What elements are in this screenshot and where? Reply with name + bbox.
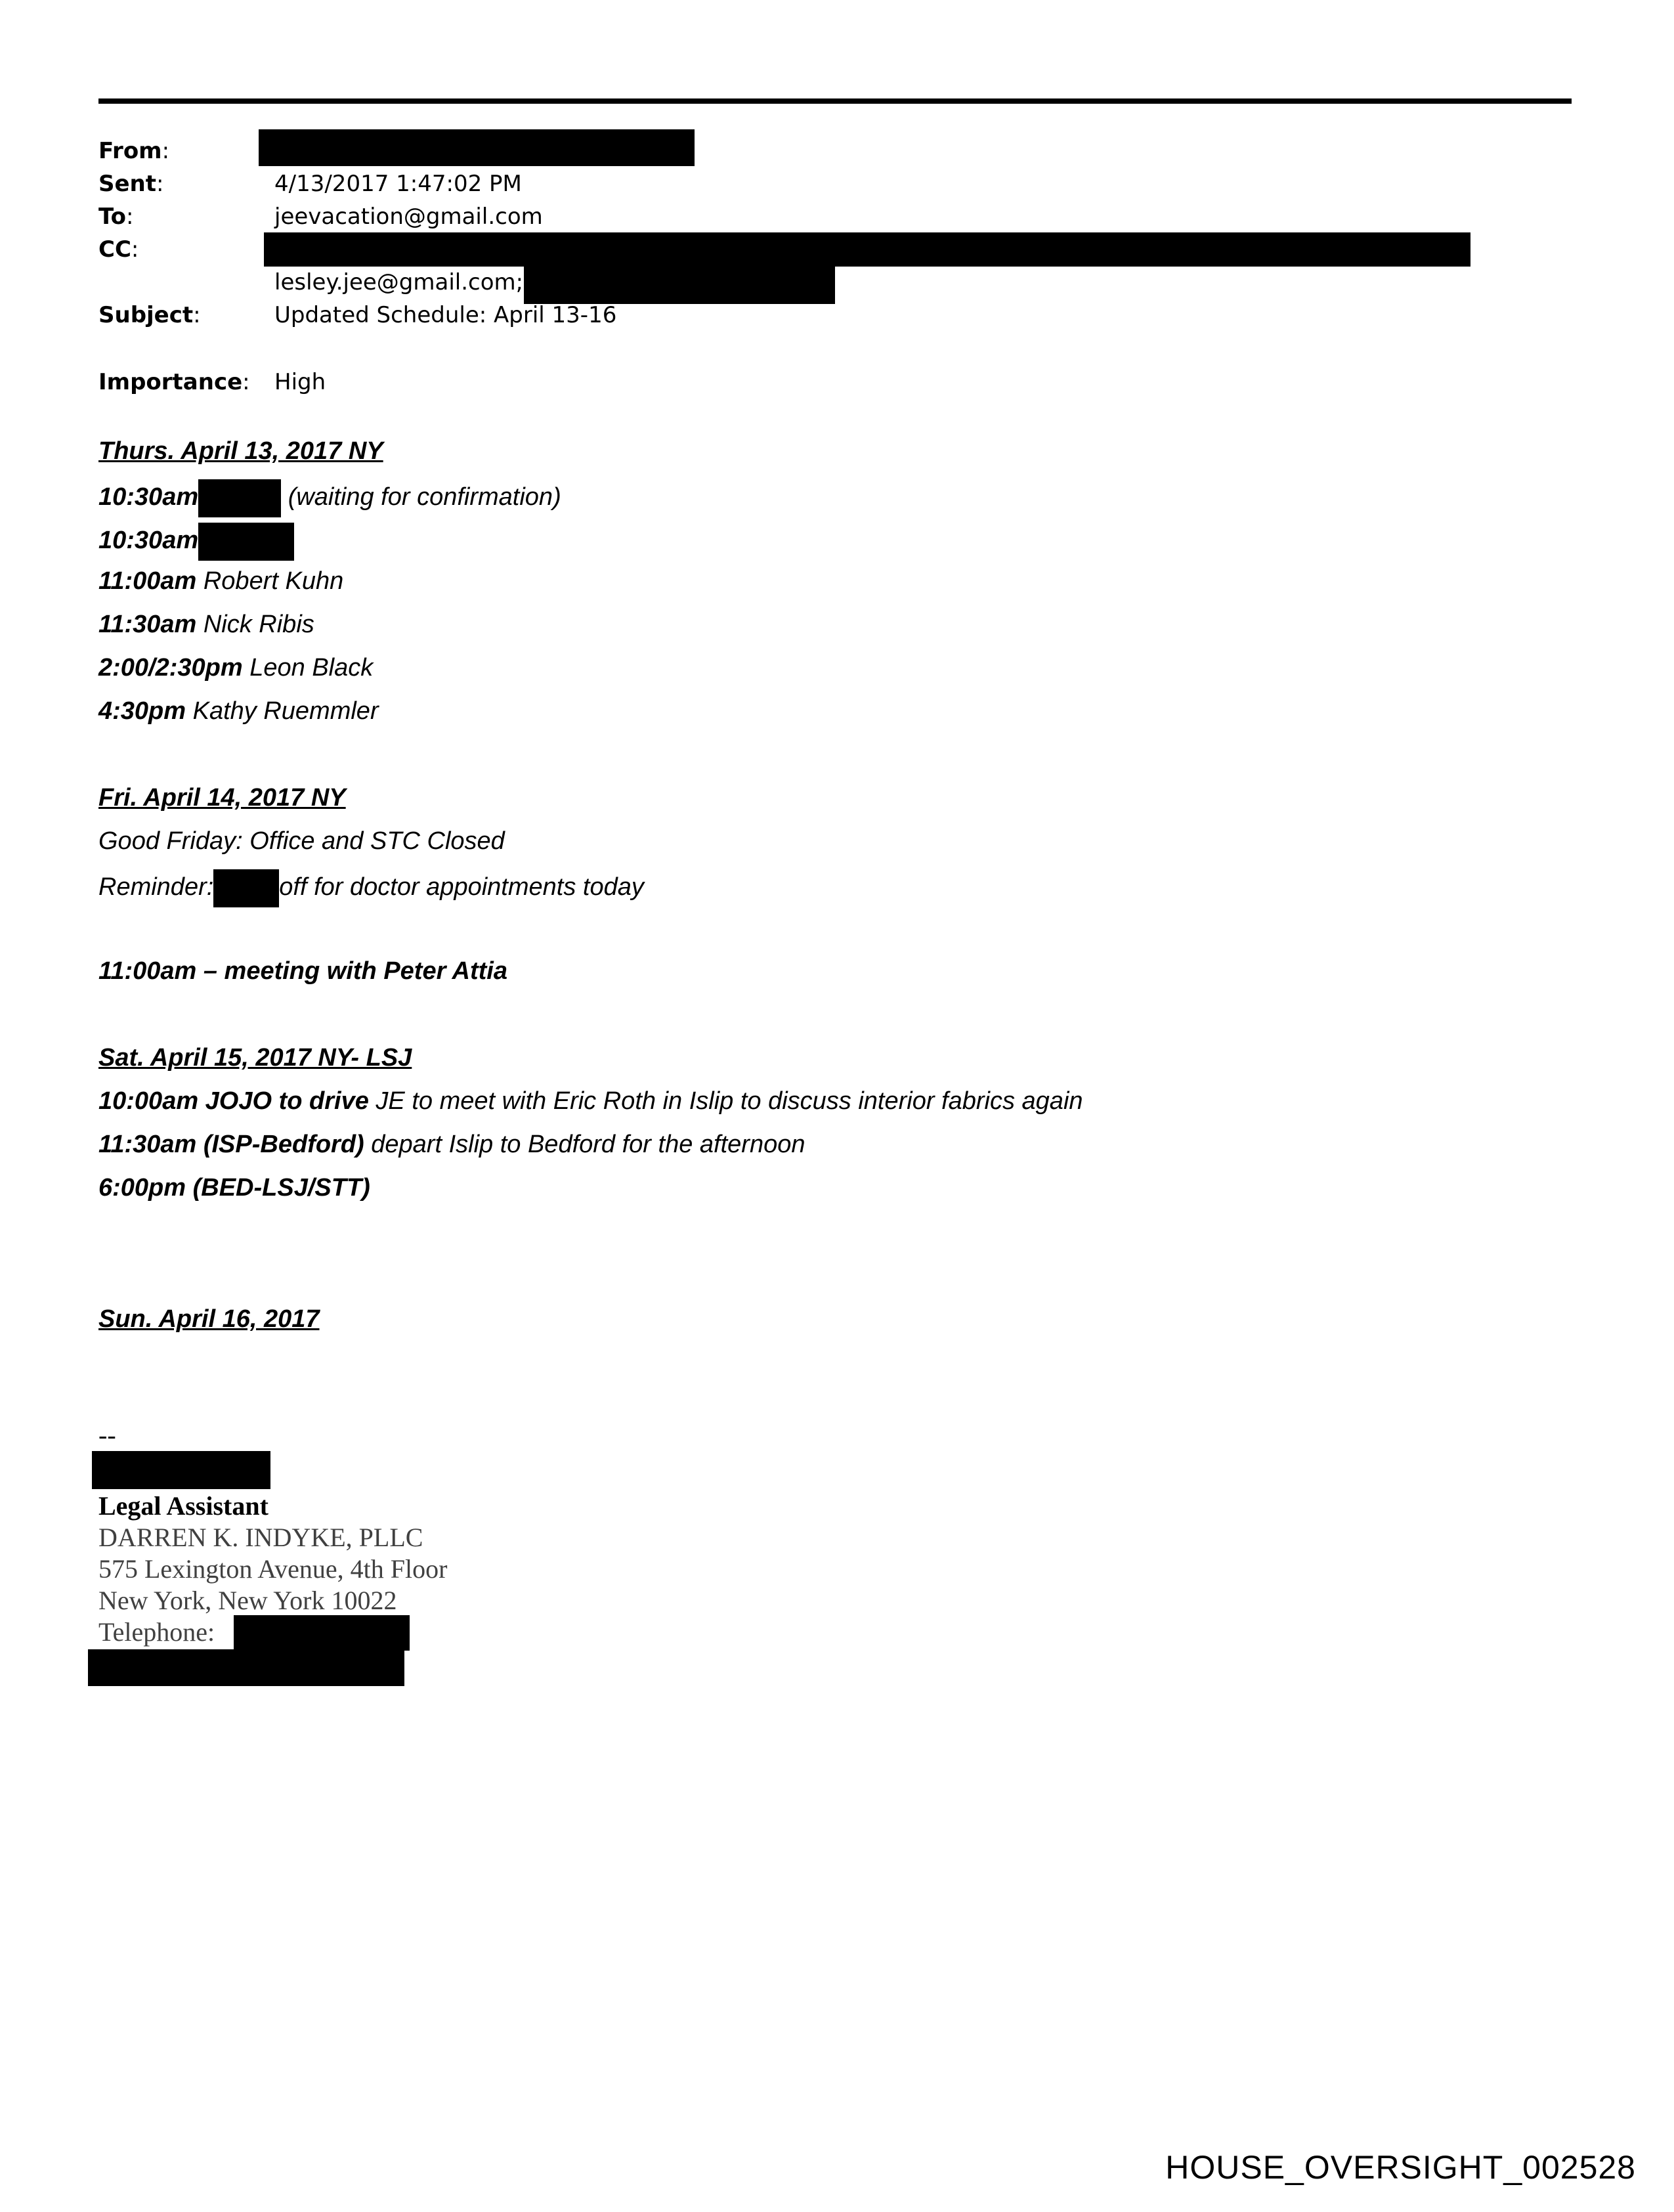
saturday-item-2-text: depart Islip to Bedford for the afternoon bbox=[364, 1131, 805, 1158]
phone-redaction bbox=[234, 1615, 410, 1651]
thursday-item-1-note: (waiting for confirmation) bbox=[288, 483, 561, 511]
importance-value: High bbox=[274, 369, 326, 395]
thursday-item-1 bbox=[98, 479, 561, 517]
sent-label: Sent: bbox=[98, 171, 164, 197]
signature-firm: DARREN K. INDYKE, PLLC bbox=[98, 1523, 423, 1552]
thursday-item-5 bbox=[98, 653, 373, 683]
sunday-heading: Sun. April 16, 2017 bbox=[98, 1305, 320, 1333]
thursday-item-6 bbox=[98, 696, 379, 726]
thursday-item-3-time: 11:00am bbox=[98, 567, 197, 595]
thursday-item-1-time: 10:30am bbox=[98, 483, 199, 511]
importance-label: Importance: bbox=[98, 369, 250, 395]
signature-address-1: 575 Lexington Avenue, 4th Floor bbox=[98, 1554, 448, 1584]
thursday-item-4-time: 11:30am bbox=[98, 611, 197, 638]
top-rule bbox=[98, 98, 1572, 104]
friday-item-3: 11:00am – meeting with Peter Attia bbox=[98, 957, 507, 985]
saturday-item-2 bbox=[98, 1129, 805, 1160]
thursday-item-2-time: 10:30am bbox=[98, 527, 199, 555]
email-redaction bbox=[88, 1649, 404, 1686]
friday-item-1: Good Friday: Office and STC Closed bbox=[98, 827, 505, 855]
thursday-item-3 bbox=[98, 566, 343, 596]
cc-redaction-2 bbox=[524, 266, 835, 304]
saturday-item-3 bbox=[98, 1173, 370, 1203]
thursday-item-6-text: Kathy Ruemmler bbox=[186, 697, 379, 725]
sent-value: 4/13/2017 1:47:02 PM bbox=[274, 171, 522, 197]
name-redaction bbox=[198, 523, 294, 561]
signature-address-2: New York, New York 10022 bbox=[98, 1586, 397, 1615]
signature-phone-label: Telephone: bbox=[98, 1617, 215, 1647]
bates-number: HOUSE_OVERSIGHT_002528 bbox=[1165, 2149, 1636, 2186]
from-label: From: bbox=[98, 138, 170, 164]
friday-heading: Fri. April 14, 2017 NY bbox=[98, 784, 346, 812]
thursday-item-5-text: Leon Black bbox=[242, 654, 374, 682]
to-value: jeevacation@gmail.com bbox=[274, 204, 543, 230]
saturday-heading: Sat. April 15, 2017 NY- LSJ bbox=[98, 1044, 412, 1072]
friday-item-2 bbox=[98, 869, 644, 907]
saturday-item-3-time: 6:00pm (BED-LSJ/STT) bbox=[98, 1174, 370, 1202]
thursday-heading: Thurs. April 13, 2017 NY bbox=[98, 437, 383, 465]
friday-item-2-pre: Reminder: bbox=[98, 873, 214, 901]
subject-value: Updated Schedule: April 13-16 bbox=[274, 302, 617, 328]
signature-name-redaction bbox=[92, 1451, 270, 1489]
friday-item-2-post: off for doctor appointments today bbox=[279, 873, 644, 901]
thursday-item-3-text: Robert Kuhn bbox=[196, 567, 344, 595]
cc-value: lesley.jee@gmail.com; bbox=[274, 269, 524, 295]
name-redaction bbox=[198, 479, 281, 517]
cc-label: CC: bbox=[98, 236, 139, 263]
thursday-item-4-text: Nick Ribis bbox=[196, 611, 314, 638]
cc-redaction-1 bbox=[264, 232, 1470, 267]
saturday-item-1-text: JE to meet with Eric Roth in Islip to discuss interior fabrics again bbox=[368, 1087, 1083, 1115]
saturday-item-2-time: 11:30am (ISP-Bedford) bbox=[98, 1131, 364, 1158]
thursday-item-5-time: 2:00/2:30pm bbox=[98, 654, 243, 682]
to-label: To: bbox=[98, 204, 134, 230]
thursday-item-6-time: 4:30pm bbox=[98, 697, 186, 725]
thursday-item-2 bbox=[98, 523, 294, 561]
signature-title: Legal Assistant bbox=[98, 1491, 268, 1521]
name-redaction bbox=[213, 869, 279, 907]
from-redaction bbox=[259, 129, 695, 166]
saturday-item-1-time: 10:00am JOJO to drive bbox=[98, 1087, 369, 1115]
saturday-item-1 bbox=[98, 1086, 1083, 1116]
thursday-item-4 bbox=[98, 609, 314, 640]
signature-dashes: -- bbox=[98, 1420, 116, 1450]
subject-label: Subject: bbox=[98, 302, 201, 328]
